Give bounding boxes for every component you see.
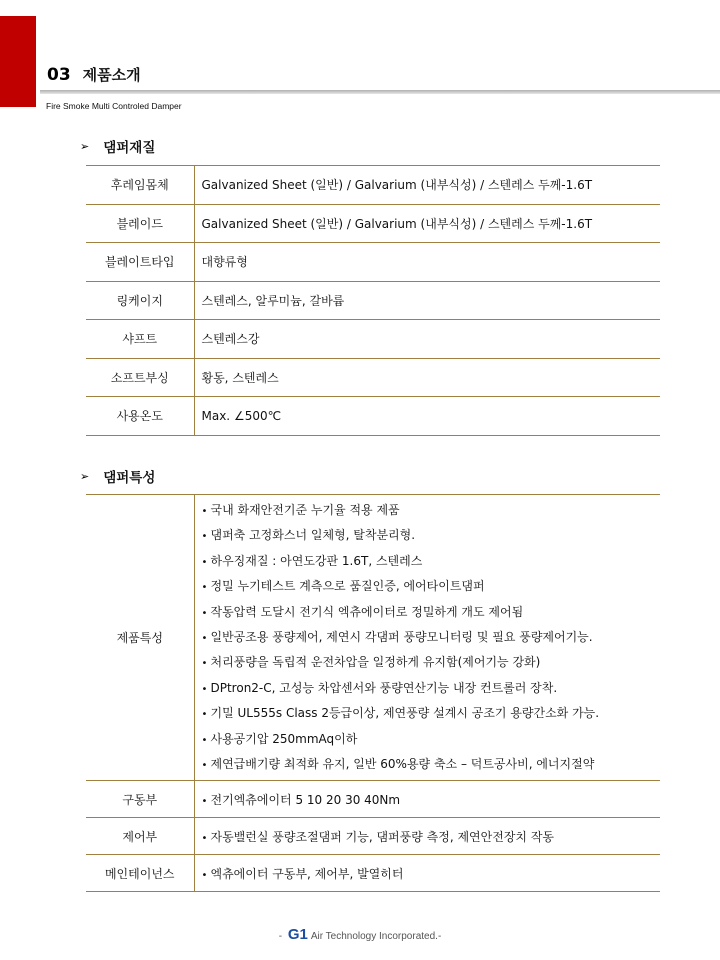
table-row <box>86 243 660 282</box>
list-item <box>202 498 661 523</box>
table-row <box>86 781 660 818</box>
row-value <box>194 495 660 781</box>
row-label: 후레임몸체 <box>86 166 194 205</box>
row-label: 제품특성 <box>86 495 194 781</box>
footer-suffix: - <box>437 931 442 942</box>
row-label: 링케이지 <box>86 281 194 320</box>
list-item-text: 정밀 누기테스트 계측으로 품질인증, 에어타이트댐퍼 <box>210 579 485 594</box>
list-item <box>202 752 661 777</box>
row-label: 메인테이넌스 <box>86 855 194 892</box>
list-item <box>202 625 661 650</box>
section-color-bar <box>0 16 36 107</box>
bullet-icon: • <box>201 632 208 644</box>
list-item-text: 일반공조용 풍량제어, 제연시 각댐퍼 풍량모니터링 및 필요 풍량제어기능. <box>210 629 593 644</box>
row-label: 샤프트 <box>86 320 194 359</box>
material-table <box>86 165 660 436</box>
row-label: 소프트부싱 <box>86 358 194 397</box>
bullet-icon: • <box>201 683 208 695</box>
row-value <box>194 781 660 818</box>
page-footer <box>0 926 720 943</box>
company-logo: G1 <box>287 926 308 943</box>
table-row <box>86 320 660 359</box>
table-row <box>86 281 660 320</box>
features-table <box>86 494 660 892</box>
table-row <box>86 855 660 892</box>
row-label: 제어부 <box>86 818 194 855</box>
drive-value: 전기엑츄에이터 5 10 20 30 40Nm <box>210 792 401 807</box>
header-divider <box>40 90 720 94</box>
control-value: 자동밸런실 풍량조절댐퍼 기능, 댐퍼풍량 측정, 제연안전장치 작동 <box>210 829 555 844</box>
table-row <box>86 495 660 781</box>
list-item-text: 댐퍼축 고정화스너 일체형, 탈착분리형. <box>210 528 416 543</box>
list-item-text: 처리풍량을 독립적 운전차압을 일정하게 유지함(제어기능 강화) <box>210 655 541 670</box>
arrow-bullet-icon: ➢ <box>80 469 90 483</box>
table-row <box>86 818 660 855</box>
table-row <box>86 397 660 436</box>
section-number: 03 <box>47 65 71 85</box>
arrow-bullet-icon: ➢ <box>80 139 90 153</box>
list-item <box>202 549 661 574</box>
bullet-icon: • <box>201 759 208 771</box>
bullet-icon: • <box>201 582 208 594</box>
bullet-icon: • <box>201 658 208 670</box>
bullet-icon: • <box>201 869 208 881</box>
row-value: Galvanized Sheet (일반) / Galvarium (내부식성) / 스텐레스 두께-1.6T <box>194 204 660 243</box>
list-item-text: 하우징재질 : 아연도강판 1.6T, 스텐레스 <box>210 553 423 568</box>
footer-prefix: - <box>278 931 285 942</box>
list-item <box>202 650 661 675</box>
list-item-text: 기밀 UL555s Class 2등급이상, 제연풍량 설계시 공조기 용량간소화 가능. <box>210 706 600 721</box>
row-value <box>194 818 660 855</box>
features-section-title: 댐퍼특성 <box>103 470 156 486</box>
features-section-heading <box>80 466 155 486</box>
material-section-heading <box>80 136 155 156</box>
list-item <box>202 676 661 701</box>
list-item <box>202 727 661 752</box>
list-item-text: 작동압력 도달시 전기식 엑츄에이터로 정밀하게 개도 제어됨 <box>210 604 524 619</box>
section-title: 제품소개 <box>82 66 141 84</box>
maintenance-value: 엑츄에이터 구동부, 제어부, 발열히터 <box>210 866 404 881</box>
bullet-icon: • <box>201 734 208 746</box>
list-item-text: 국내 화재안전기준 누기율 적용 제품 <box>210 503 400 517</box>
list-item <box>202 574 661 599</box>
bullet-icon: • <box>201 709 208 721</box>
row-label: 블레이드 <box>86 204 194 243</box>
row-value: Max. ∠500℃ <box>194 397 660 436</box>
bullet-icon: • <box>201 506 208 517</box>
row-label: 구동부 <box>86 781 194 818</box>
row-value <box>194 855 660 892</box>
page-subtitle: Fire Smoke Multi Controled Damper <box>46 101 182 111</box>
bullet-icon: • <box>201 607 208 619</box>
footer-company: Air Technology Incorporated. <box>310 931 438 942</box>
list-item <box>202 701 661 726</box>
bullet-icon: • <box>201 556 208 568</box>
bullet-icon: • <box>201 832 208 844</box>
list-item <box>202 600 661 625</box>
bullet-icon: • <box>201 795 208 807</box>
feature-list <box>202 498 661 777</box>
list-item-text: DPtron2-C, 고성능 차압센서와 풍량연산기능 내장 컨트롤러 장착. <box>210 680 558 695</box>
table-row <box>86 358 660 397</box>
list-item-text: 제연급배기량 최적화 유지, 일반 60%용량 축소 – 덕트공사비, 에너지절약 <box>210 756 595 771</box>
table-row <box>86 204 660 243</box>
material-section-title: 댐퍼재질 <box>103 140 156 156</box>
table-row <box>86 166 660 205</box>
row-value: 스텐레스강 <box>194 320 660 359</box>
row-value: Galvanized Sheet (일반) / Galvarium (내부식성) / 스텐레스 두께-1.6T <box>194 166 660 205</box>
row-value: 황동, 스텐레스 <box>194 358 660 397</box>
row-label: 사용온도 <box>86 397 194 436</box>
page-header <box>47 64 141 85</box>
bullet-icon: • <box>201 531 208 543</box>
row-label: 블레이트타입 <box>86 243 194 282</box>
row-value: 스텐레스, 알루미늄, 갈바륨 <box>194 281 660 320</box>
row-value: 대향류형 <box>194 243 660 282</box>
list-item <box>202 523 661 548</box>
list-item-text: 사용공기압 250mmAq이하 <box>210 731 358 746</box>
